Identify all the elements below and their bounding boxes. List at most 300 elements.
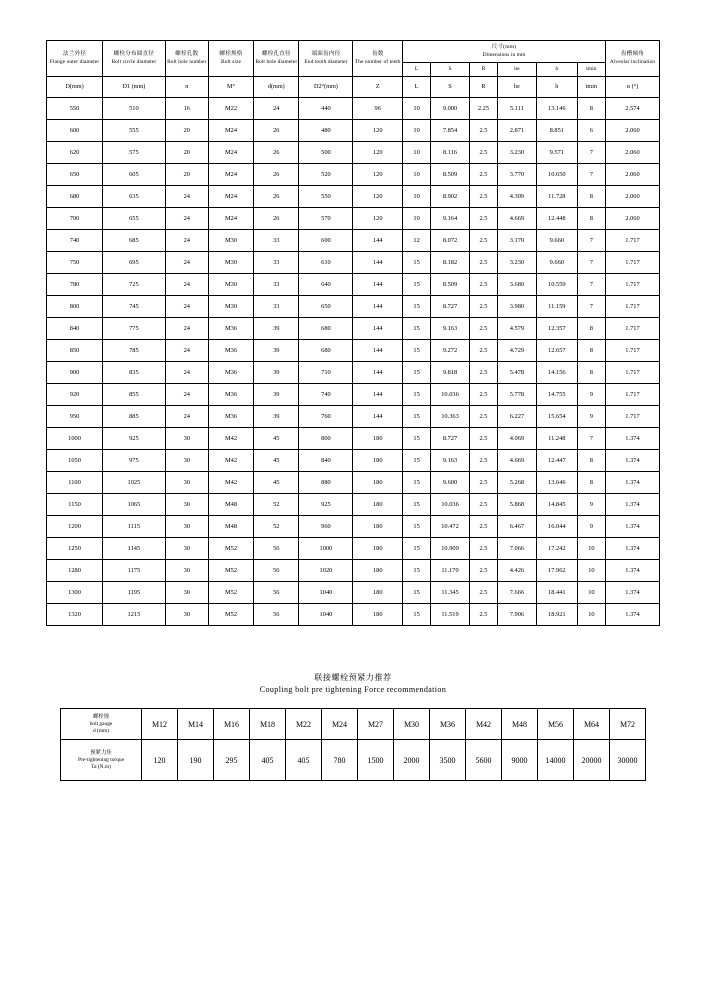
cell-dim-tmin: 10 (577, 582, 605, 604)
cell-dim-R: 2.5 (469, 472, 497, 494)
table-row (47, 472, 660, 494)
cell-dim-L: 15 (403, 340, 431, 362)
cell-bolt-hole-diameter: 56 (254, 604, 299, 626)
cell-bolt-hole-diameter: 26 (254, 164, 299, 186)
header-row-titles (47, 41, 660, 63)
header-cn-text: 螺栓分布圆直径 (113, 51, 155, 58)
cell-alveolar-inclination: 1.374 (605, 560, 659, 582)
cell-dim-S: 7.854 (431, 120, 470, 142)
cell-dim-h: 14.845 (536, 494, 577, 516)
cell-dim-he: 4.729 (497, 340, 536, 362)
cell-number-of-teeth: 180 (353, 516, 403, 538)
table-row (47, 340, 660, 362)
bolt-torque-cell: 14000 (538, 740, 574, 781)
cell-bolt-hole-diameter: 52 (254, 494, 299, 516)
bolt-gauge-row-header (61, 709, 142, 740)
cell-dim-h: 18.441 (536, 582, 577, 604)
cell-dim-tmin: 9 (577, 384, 605, 406)
bolt-gauge-cell: M72 (610, 709, 646, 740)
cell-bolt-hole-diameter: 45 (254, 428, 299, 450)
cell-end-tooth-diameter: 480 (299, 120, 353, 142)
cell-bolt-hole-diameter: 39 (254, 362, 299, 384)
cell-number-of-teeth: 180 (353, 428, 403, 450)
cell-alveolar-inclination: 1.717 (605, 384, 659, 406)
cell-dim-tmin: 7 (577, 142, 605, 164)
cell-dim-h: 12.448 (536, 208, 577, 230)
cell-flange-outer-diameter: 1300 (47, 582, 103, 604)
cell-bolt-circle-diameter: 925 (103, 428, 166, 450)
cell-bolt-hole-number: 30 (165, 582, 208, 604)
cell-dim-L: 15 (403, 538, 431, 560)
cell-bolt-hole-number: 24 (165, 384, 208, 406)
cell-dim-S: 8.116 (431, 142, 470, 164)
symbol-n: n (165, 77, 208, 98)
header-en-text: Bolt circle diameter (111, 58, 157, 65)
cell-bolt-hole-diameter: 33 (254, 296, 299, 318)
cell-alveolar-inclination: 1.717 (605, 230, 659, 252)
cell-dim-h: 10.559 (536, 274, 577, 296)
cell-bolt-hole-diameter: 26 (254, 208, 299, 230)
table-row (47, 450, 660, 472)
cell-flange-outer-diameter: 950 (47, 406, 103, 428)
symbol-he: he (497, 77, 536, 98)
cell-alveolar-inclination: 2.060 (605, 142, 659, 164)
cell-dim-h: 17.242 (536, 538, 577, 560)
cell-bolt-circle-diameter: 655 (103, 208, 166, 230)
cell-dim-tmin: 7 (577, 274, 605, 296)
cell-dim-he: 4.069 (497, 428, 536, 450)
row-header-en: Pre-tightening torque (78, 756, 124, 763)
cell-dim-S: 9.600 (431, 472, 470, 494)
symbol-d: d(mm) (254, 77, 299, 98)
header-end-tooth-diameter (299, 41, 353, 77)
cell-bolt-hole-number: 30 (165, 428, 208, 450)
cell-end-tooth-diameter: 760 (299, 406, 353, 428)
cell-bolt-circle-diameter: 775 (103, 318, 166, 340)
bolt-torque-row-header (61, 740, 142, 781)
symbol-alpha: α (°) (605, 77, 659, 98)
cell-flange-outer-diameter: 650 (47, 164, 103, 186)
cell-dim-L: 15 (403, 450, 431, 472)
table-row (47, 318, 660, 340)
bolt-gauge-cell: M64 (574, 709, 610, 740)
bolt-torque-cell: 20000 (574, 740, 610, 781)
cell-dim-he: 3.230 (497, 142, 536, 164)
bolt-torque-cell: 295 (214, 740, 250, 781)
cell-dim-L: 10 (403, 142, 431, 164)
cell-dim-S: 8.902 (431, 186, 470, 208)
cell-bolt-circle-diameter: 1175 (103, 560, 166, 582)
header-en-text: Bolt size (221, 58, 241, 65)
cell-dim-R: 2.5 (469, 120, 497, 142)
cell-dim-he: 5.111 (497, 98, 536, 120)
cell-bolt-size: M22 (208, 98, 253, 120)
cell-number-of-teeth: 144 (353, 252, 403, 274)
cell-dim-S: 11.345 (431, 582, 470, 604)
header-bolt-circle-diameter (103, 41, 166, 77)
header-bolt-hole-number (165, 41, 208, 77)
bolt-torque-cell: 405 (250, 740, 286, 781)
row-header-en: bolt gauge (89, 720, 113, 727)
cell-alveolar-inclination: 1.717 (605, 362, 659, 384)
cell-dim-L: 15 (403, 472, 431, 494)
cell-dim-R: 2.5 (469, 208, 497, 230)
cell-alveolar-inclination: 1.374 (605, 582, 659, 604)
cell-dim-he: 6.467 (497, 516, 536, 538)
cell-dim-h: 8.851 (536, 120, 577, 142)
cell-flange-outer-diameter: 1100 (47, 472, 103, 494)
cell-dim-he: 7.906 (497, 604, 536, 626)
cell-dim-h: 17.962 (536, 560, 577, 582)
cell-end-tooth-diameter: 960 (299, 516, 353, 538)
cell-alveolar-inclination: 1.717 (605, 340, 659, 362)
cell-end-tooth-diameter: 440 (299, 98, 353, 120)
header-en-text: Bolt hole number (167, 58, 207, 65)
table-row (47, 164, 660, 186)
symbol-D2: D2°(mm) (299, 77, 353, 98)
cell-dim-S: 8.182 (431, 252, 470, 274)
bolt-torque-cell: 405 (286, 740, 322, 781)
cell-bolt-hole-diameter: 56 (254, 560, 299, 582)
table-row (47, 538, 660, 560)
cell-bolt-hole-number: 24 (165, 296, 208, 318)
cell-dim-he: 4.579 (497, 318, 536, 340)
table-row (47, 274, 660, 296)
cell-number-of-teeth: 180 (353, 560, 403, 582)
cell-bolt-hole-diameter: 39 (254, 318, 299, 340)
cell-number-of-teeth: 180 (353, 494, 403, 516)
cell-bolt-hole-diameter: 56 (254, 538, 299, 560)
table-body (47, 98, 660, 626)
cell-dim-tmin: 9 (577, 516, 605, 538)
cell-bolt-hole-number: 30 (165, 516, 208, 538)
cell-bolt-circle-diameter: 975 (103, 450, 166, 472)
table-row (47, 186, 660, 208)
cell-dim-S: 10.363 (431, 406, 470, 428)
cell-dim-S: 9.818 (431, 362, 470, 384)
cell-dim-he: 4.669 (497, 208, 536, 230)
cell-bolt-size: M36 (208, 406, 253, 428)
cell-end-tooth-diameter: 1020 (299, 560, 353, 582)
cell-bolt-circle-diameter: 685 (103, 230, 166, 252)
bolt-gauge-cell: M24 (322, 709, 358, 740)
cell-dim-tmin: 10 (577, 560, 605, 582)
cell-dim-S: 9.000 (431, 98, 470, 120)
cell-dim-L: 15 (403, 318, 431, 340)
cell-dim-h: 12.657 (536, 340, 577, 362)
table-row (47, 230, 660, 252)
bolt-torque-table-container (60, 708, 646, 781)
header-cn-text: 螺栓孔直径 (261, 51, 291, 58)
section-title-en: Coupling bolt pre tightening Force recommendation (259, 685, 447, 695)
cell-flange-outer-diameter: 550 (47, 98, 103, 120)
bolt-gauge-cell: M56 (538, 709, 574, 740)
cell-end-tooth-diameter: 925 (299, 494, 353, 516)
cell-number-of-teeth: 144 (353, 406, 403, 428)
table-row (47, 120, 660, 142)
cell-alveolar-inclination: 2.574 (605, 98, 659, 120)
cell-dim-R: 2.5 (469, 428, 497, 450)
cell-dim-R: 2.5 (469, 274, 497, 296)
cell-alveolar-inclination: 1.374 (605, 494, 659, 516)
cell-alveolar-inclination: 1.717 (605, 318, 659, 340)
bolt-torque-cell: 5600 (466, 740, 502, 781)
cell-end-tooth-diameter: 1040 (299, 604, 353, 626)
cell-bolt-hole-number: 20 (165, 164, 208, 186)
cell-bolt-circle-diameter: 855 (103, 384, 166, 406)
cell-dim-S: 8.727 (431, 428, 470, 450)
cell-dim-h: 13.646 (536, 472, 577, 494)
flange-spec-table (46, 40, 660, 626)
cell-dim-L: 15 (403, 604, 431, 626)
bolt-table-body (61, 709, 646, 781)
cell-dim-he: 3.980 (497, 296, 536, 318)
symbol-D1: D1 (mm) (103, 77, 166, 98)
cell-number-of-teeth: 144 (353, 340, 403, 362)
cell-bolt-hole-diameter: 33 (254, 252, 299, 274)
cell-end-tooth-diameter: 640 (299, 274, 353, 296)
cell-bolt-circle-diameter: 725 (103, 274, 166, 296)
cell-bolt-size: M42 (208, 450, 253, 472)
cell-bolt-circle-diameter: 1195 (103, 582, 166, 604)
header-dim-h: h (536, 62, 577, 77)
cell-flange-outer-diameter: 750 (47, 252, 103, 274)
cell-dim-h: 11.159 (536, 296, 577, 318)
cell-dim-tmin: 7 (577, 252, 605, 274)
symbol-h: h (536, 77, 577, 98)
cell-number-of-teeth: 144 (353, 384, 403, 406)
cell-end-tooth-diameter: 500 (299, 142, 353, 164)
cell-flange-outer-diameter: 800 (47, 296, 103, 318)
cell-bolt-hole-diameter: 33 (254, 274, 299, 296)
cell-flange-outer-diameter: 1250 (47, 538, 103, 560)
cell-dim-he: 5.868 (497, 494, 536, 516)
cell-dim-R: 2.5 (469, 582, 497, 604)
cell-flange-outer-diameter: 1050 (47, 450, 103, 472)
cell-dim-S: 9.163 (431, 318, 470, 340)
bolt-torque-row (61, 740, 646, 781)
cell-number-of-teeth: 120 (353, 186, 403, 208)
cell-dim-tmin: 9 (577, 406, 605, 428)
cell-bolt-hole-diameter: 45 (254, 472, 299, 494)
header-dimensions-group (403, 41, 606, 63)
symbol-M: M° (208, 77, 253, 98)
cell-bolt-hole-diameter: 26 (254, 120, 299, 142)
cell-number-of-teeth: 120 (353, 164, 403, 186)
cell-bolt-size: M52 (208, 604, 253, 626)
flange-spec-table-container (46, 40, 660, 626)
cell-dim-h: 11.728 (536, 186, 577, 208)
cell-dim-R: 2.5 (469, 406, 497, 428)
cell-dim-S: 8.727 (431, 296, 470, 318)
table-row (47, 516, 660, 538)
cell-dim-h: 14.755 (536, 384, 577, 406)
cell-dim-R: 2.5 (469, 230, 497, 252)
bolt-gauge-cell: M42 (466, 709, 502, 740)
cell-dim-tmin: 10 (577, 538, 605, 560)
cell-alveolar-inclination: 2.060 (605, 120, 659, 142)
cell-dim-L: 15 (403, 252, 431, 274)
cell-bolt-circle-diameter: 1025 (103, 472, 166, 494)
cell-bolt-hole-diameter: 56 (254, 582, 299, 604)
cell-bolt-hole-diameter: 52 (254, 516, 299, 538)
cell-number-of-teeth: 144 (353, 274, 403, 296)
cell-dim-tmin: 7 (577, 296, 605, 318)
cell-dim-R: 2.5 (469, 560, 497, 582)
cell-bolt-hole-number: 24 (165, 340, 208, 362)
cell-bolt-circle-diameter: 835 (103, 362, 166, 384)
header-en-text: Dimensions in mm (482, 51, 526, 58)
header-dim-S: S (431, 62, 470, 77)
cell-end-tooth-diameter: 600 (299, 230, 353, 252)
cell-dim-R: 2.5 (469, 252, 497, 274)
cell-bolt-hole-number: 24 (165, 252, 208, 274)
cell-flange-outer-diameter: 1280 (47, 560, 103, 582)
cell-dim-he: 3.170 (497, 230, 536, 252)
cell-dim-tmin: 8 (577, 340, 605, 362)
cell-end-tooth-diameter: 610 (299, 252, 353, 274)
cell-alveolar-inclination: 1.374 (605, 428, 659, 450)
cell-bolt-hole-number: 30 (165, 538, 208, 560)
table-row (47, 98, 660, 120)
cell-bolt-size: M30 (208, 274, 253, 296)
cell-bolt-hole-number: 24 (165, 230, 208, 252)
cell-flange-outer-diameter: 1150 (47, 494, 103, 516)
row-header-sym: Ta (N.m) (91, 763, 111, 770)
bolt-gauge-cell: M30 (394, 709, 430, 740)
cell-bolt-circle-diameter: 635 (103, 186, 166, 208)
cell-dim-S: 9.272 (431, 340, 470, 362)
row-header-cn: 预紧力矩 (90, 749, 112, 756)
cell-bolt-circle-diameter: 695 (103, 252, 166, 274)
cell-end-tooth-diameter: 570 (299, 208, 353, 230)
cell-dim-he: 3.680 (497, 274, 536, 296)
cell-bolt-size: M24 (208, 186, 253, 208)
cell-end-tooth-diameter: 840 (299, 450, 353, 472)
cell-bolt-hole-number: 16 (165, 98, 208, 120)
cell-dim-S: 8.072 (431, 230, 470, 252)
section-title-cn: 联接螺栓预紧力推荐 (314, 673, 392, 683)
header-cn-text: 尺寸(mm) (491, 44, 517, 50)
cell-bolt-size: M24 (208, 142, 253, 164)
cell-bolt-size: M48 (208, 494, 253, 516)
cell-flange-outer-diameter: 700 (47, 208, 103, 230)
cell-dim-tmin: 10 (577, 604, 605, 626)
cell-flange-outer-diameter: 900 (47, 362, 103, 384)
cell-dim-S: 11.170 (431, 560, 470, 582)
header-en-text: The number of teeth (354, 58, 401, 65)
cell-dim-S: 10.036 (431, 384, 470, 406)
cell-flange-outer-diameter: 850 (47, 340, 103, 362)
cell-alveolar-inclination: 2.060 (605, 186, 659, 208)
cell-flange-outer-diameter: 740 (47, 230, 103, 252)
cell-alveolar-inclination: 1.717 (605, 274, 659, 296)
cell-dim-he: 4.669 (497, 450, 536, 472)
bolt-gauge-cell: M14 (178, 709, 214, 740)
cell-dim-S: 9.163 (431, 450, 470, 472)
header-alveolar-inclination (605, 41, 659, 77)
header-en-text: Alveolar inclination (609, 58, 656, 65)
cell-alveolar-inclination: 1.374 (605, 472, 659, 494)
cell-end-tooth-diameter: 650 (299, 296, 353, 318)
cell-bolt-size: M52 (208, 582, 253, 604)
cell-dim-tmin: 8 (577, 450, 605, 472)
table-row (47, 560, 660, 582)
cell-alveolar-inclination: 1.717 (605, 296, 659, 318)
cell-dim-h: 16.044 (536, 516, 577, 538)
section-title (0, 672, 706, 694)
bolt-torque-cell: 780 (322, 740, 358, 781)
cell-number-of-teeth: 180 (353, 538, 403, 560)
cell-dim-L: 10 (403, 186, 431, 208)
cell-flange-outer-diameter: 1000 (47, 428, 103, 450)
cell-number-of-teeth: 96 (353, 98, 403, 120)
cell-dim-h: 12.447 (536, 450, 577, 472)
bolt-torque-cell: 30000 (610, 740, 646, 781)
cell-dim-R: 2.5 (469, 164, 497, 186)
bolt-torque-cell: 1500 (358, 740, 394, 781)
cell-dim-R: 2.25 (469, 98, 497, 120)
cell-bolt-hole-number: 24 (165, 274, 208, 296)
cell-dim-he: 4.426 (497, 560, 536, 582)
header-dim-tmin: tmin (577, 62, 605, 77)
cell-dim-L: 15 (403, 384, 431, 406)
cell-dim-L: 10 (403, 120, 431, 142)
table-row (47, 142, 660, 164)
bolt-torque-cell: 120 (142, 740, 178, 781)
cell-dim-R: 2.5 (469, 362, 497, 384)
cell-dim-L: 15 (403, 274, 431, 296)
cell-bolt-circle-diameter: 1115 (103, 516, 166, 538)
cell-bolt-size: M30 (208, 230, 253, 252)
cell-bolt-circle-diameter: 1215 (103, 604, 166, 626)
cell-bolt-hole-diameter: 39 (254, 384, 299, 406)
cell-dim-tmin: 6 (577, 120, 605, 142)
cell-flange-outer-diameter: 680 (47, 186, 103, 208)
cell-bolt-circle-diameter: 555 (103, 120, 166, 142)
cell-bolt-hole-number: 24 (165, 208, 208, 230)
header-en-text: Flange outer diameter (49, 58, 100, 65)
cell-dim-S: 8.509 (431, 164, 470, 186)
cell-end-tooth-diameter: 800 (299, 428, 353, 450)
cell-dim-R: 2.5 (469, 186, 497, 208)
cell-dim-L: 15 (403, 516, 431, 538)
header-bolt-hole-diameter (254, 41, 299, 77)
cell-alveolar-inclination: 1.717 (605, 406, 659, 428)
cell-bolt-hole-diameter: 26 (254, 186, 299, 208)
cell-bolt-size: M36 (208, 318, 253, 340)
cell-bolt-hole-diameter: 24 (254, 98, 299, 120)
cell-bolt-hole-number: 24 (165, 186, 208, 208)
cell-alveolar-inclination: 1.374 (605, 450, 659, 472)
cell-dim-h: 12.357 (536, 318, 577, 340)
cell-bolt-circle-diameter: 1065 (103, 494, 166, 516)
bolt-gauge-cell: M18 (250, 709, 286, 740)
symbol-D: D(mm) (47, 77, 103, 98)
row-header-cn: 螺栓规 (92, 713, 110, 720)
cell-dim-h: 18.921 (536, 604, 577, 626)
cell-end-tooth-diameter: 680 (299, 318, 353, 340)
cell-bolt-hole-number: 24 (165, 362, 208, 384)
header-cn-text: 齿槽倾角 (620, 51, 645, 58)
bolt-torque-cell: 190 (178, 740, 214, 781)
cell-bolt-hole-number: 30 (165, 450, 208, 472)
cell-dim-R: 2.5 (469, 142, 497, 164)
cell-flange-outer-diameter: 620 (47, 142, 103, 164)
bolt-gauge-cell: M16 (214, 709, 250, 740)
cell-number-of-teeth: 144 (353, 362, 403, 384)
header-dim-R: R (469, 62, 497, 77)
